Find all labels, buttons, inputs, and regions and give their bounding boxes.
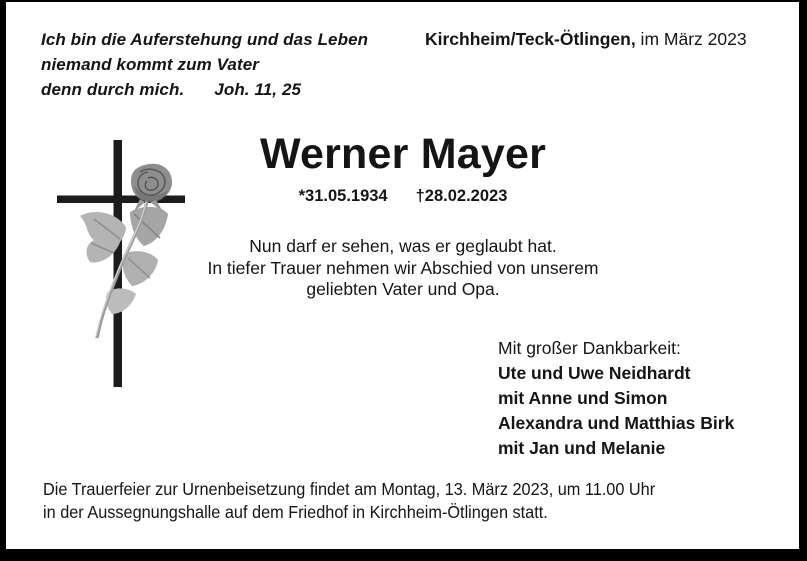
- birth-date: *31.05.1934: [298, 187, 388, 205]
- scripture-line: Ich bin die Auferstehung und das Leben: [41, 30, 369, 49]
- funeral-details: [43, 478, 701, 524]
- mourners-intro: Mit großer Dankbarkeit:: [498, 338, 681, 358]
- mourner-name: Alexandra und Matthias Birk: [498, 413, 735, 433]
- mourners-block: [498, 336, 734, 461]
- condolence-message: [153, 236, 653, 301]
- funeral-line: Die Trauerfeier zur Urnenbeisetzung findet am Montag, 13. März 2023, um 11.00 Uhr: [43, 479, 656, 499]
- scripture-reference: Joh. 11, 25: [214, 80, 302, 99]
- scripture-line: niemand kommt zum Vater: [41, 55, 259, 74]
- death-date: †28.02.2023: [415, 187, 508, 205]
- message-line: geliebten Vater und Opa.: [306, 279, 500, 299]
- mourner-name: mit Anne und Simon: [498, 388, 668, 408]
- life-dates: [153, 187, 653, 206]
- message-line: Nun darf er sehen, was er geglaubt hat.: [249, 236, 557, 256]
- scripture-line: denn durch mich.: [41, 80, 185, 99]
- funeral-line: in der Aussegnungshalle auf dem Friedhof in Kirchheim-Ötlingen statt.: [43, 502, 548, 522]
- deceased-name: Werner Mayer: [259, 130, 546, 178]
- place-name: Kirchheim/Teck-Ötlingen,: [425, 29, 636, 49]
- date-text: im März 2023: [635, 29, 747, 49]
- mourner-name: mit Jan und Melanie: [498, 438, 666, 458]
- mourner-name: Ute und Uwe Neidhardt: [498, 363, 691, 383]
- message-line: In tiefer Trauer nehmen wir Abschied von unserem: [207, 257, 599, 278]
- obituary-notice: [4, 0, 801, 551]
- center-column: [153, 2, 653, 549]
